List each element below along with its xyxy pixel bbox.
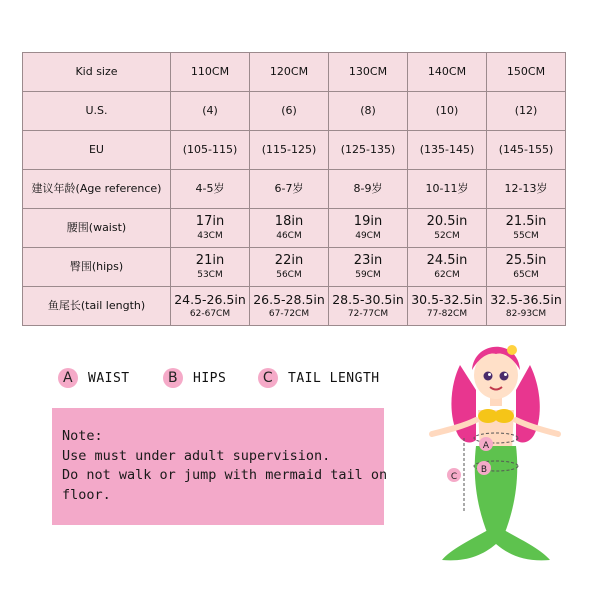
note-line: Use must under adult supervision. bbox=[62, 447, 331, 464]
row-eu bbox=[23, 131, 566, 170]
cell-value: (4) bbox=[171, 92, 250, 131]
note-line: floor. bbox=[62, 486, 111, 503]
measure-cm: 46CM bbox=[276, 230, 302, 241]
measure-cm: 77-82CM bbox=[426, 308, 468, 319]
cell-measure bbox=[171, 209, 250, 248]
measure-inches: 23in bbox=[353, 252, 383, 268]
cell-measure bbox=[487, 248, 566, 287]
row-tail-length bbox=[23, 287, 566, 326]
mermaid-tail bbox=[475, 446, 518, 535]
cell-measure bbox=[171, 287, 250, 326]
measure-inches: 25.5in bbox=[505, 252, 547, 268]
measure-inches: 21.5in bbox=[505, 213, 547, 229]
cell-value: (6) bbox=[250, 92, 329, 131]
legend-badge-c: C bbox=[258, 368, 278, 388]
measure-cm: 43CM bbox=[197, 230, 223, 241]
measure-cm: 62-67CM bbox=[189, 308, 231, 319]
size-chart-table bbox=[22, 52, 566, 326]
note-line: Do not walk or jump with mermaid tail on bbox=[62, 467, 388, 483]
cell-label: EU bbox=[23, 131, 171, 170]
cell-label: 臀围(hips) bbox=[23, 248, 171, 287]
tail-fin bbox=[442, 530, 550, 560]
measure-inches: 24.5in bbox=[426, 252, 468, 268]
measure-inches: 26.5-28.5in bbox=[253, 292, 325, 308]
row-age bbox=[23, 170, 566, 209]
cell-value: (135-145) bbox=[408, 131, 487, 170]
eye-right-shine bbox=[504, 373, 507, 376]
cell-measure bbox=[408, 287, 487, 326]
measure-inches: 22in bbox=[274, 252, 304, 268]
cell-value: 10-11岁 bbox=[408, 170, 487, 209]
cell-measure bbox=[250, 209, 329, 248]
cell-label: 鱼尾长(tail length) bbox=[23, 287, 171, 326]
label-b: B bbox=[480, 465, 488, 475]
label-a: A bbox=[482, 441, 490, 451]
legend-tail-length bbox=[258, 368, 380, 388]
measure-cm: 72-77CM bbox=[347, 308, 389, 319]
cell-value: (115-125) bbox=[250, 131, 329, 170]
cell-measure bbox=[408, 209, 487, 248]
cell-measure bbox=[487, 287, 566, 326]
cell-value: (10) bbox=[408, 92, 487, 131]
measure-cm: 55CM bbox=[513, 230, 539, 241]
cell-value: (8) bbox=[329, 92, 408, 131]
measure-inches: 21in bbox=[195, 252, 225, 268]
measure-inches: 18in bbox=[274, 213, 304, 229]
cell-value: 4-5岁 bbox=[171, 170, 250, 209]
eye-left bbox=[484, 372, 493, 381]
row-kid-size bbox=[23, 53, 566, 92]
hair-flower bbox=[507, 345, 517, 355]
cell-size: 110CM bbox=[171, 53, 250, 92]
cell-value: (145-155) bbox=[487, 131, 566, 170]
measure-inches: 28.5-30.5in bbox=[332, 292, 404, 308]
cell-size: 150CM bbox=[487, 53, 566, 92]
cell-value: 6-7岁 bbox=[250, 170, 329, 209]
cell-value: 12-13岁 bbox=[487, 170, 566, 209]
mermaid-illustration bbox=[420, 330, 570, 570]
measure-cm: 65CM bbox=[513, 269, 539, 280]
measure-inches: 20.5in bbox=[426, 213, 468, 229]
cell-label: 腰围(waist) bbox=[23, 209, 171, 248]
cell-measure bbox=[250, 248, 329, 287]
measure-cm: 49CM bbox=[355, 230, 381, 241]
row-waist bbox=[23, 209, 566, 248]
cell-label: 建议年龄(Age reference) bbox=[23, 170, 171, 209]
legend-label: TAIL LENGTH bbox=[288, 370, 380, 386]
cell-value: (125-135) bbox=[329, 131, 408, 170]
measure-inches: 32.5-36.5in bbox=[490, 292, 562, 308]
cell-label: Kid size bbox=[23, 53, 171, 92]
label-c: C bbox=[450, 472, 458, 482]
legend-label: HIPS bbox=[193, 370, 227, 386]
cell-size: 120CM bbox=[250, 53, 329, 92]
hair-back bbox=[451, 365, 476, 442]
measure-cm: 67-72CM bbox=[268, 308, 310, 319]
measure-cm: 62CM bbox=[434, 269, 460, 280]
measure-inches: 30.5-32.5in bbox=[411, 292, 483, 308]
cell-value: 8-9岁 bbox=[329, 170, 408, 209]
note-box bbox=[52, 408, 388, 525]
legend-badge-b: B bbox=[163, 368, 183, 388]
cell-measure bbox=[408, 248, 487, 287]
cell-label: U.S. bbox=[23, 92, 171, 131]
cell-measure bbox=[250, 287, 329, 326]
cell-value: (105-115) bbox=[171, 131, 250, 170]
cell-size: 140CM bbox=[408, 53, 487, 92]
row-us bbox=[23, 92, 566, 131]
measure-inches: 19in bbox=[353, 213, 383, 229]
cell-measure bbox=[171, 248, 250, 287]
cell-value: (12) bbox=[487, 92, 566, 131]
bikini-top-right bbox=[494, 409, 514, 423]
eye-left-shine bbox=[488, 373, 491, 376]
measure-inches: 24.5-26.5in bbox=[174, 292, 246, 308]
cell-measure bbox=[329, 287, 408, 326]
measure-cm: 53CM bbox=[197, 269, 223, 280]
measure-cm: 52CM bbox=[434, 230, 460, 241]
measure-cm: 82-93CM bbox=[505, 308, 547, 319]
legend-waist bbox=[58, 368, 130, 388]
cell-measure bbox=[329, 248, 408, 287]
legend-badge-a: A bbox=[58, 368, 78, 388]
cell-size: 130CM bbox=[329, 53, 408, 92]
legend-hips bbox=[163, 368, 226, 388]
measure-inches: 17in bbox=[195, 213, 225, 229]
row-hips bbox=[23, 248, 566, 287]
note-title: Note: bbox=[62, 428, 103, 444]
cell-measure bbox=[329, 209, 408, 248]
measure-cm: 59CM bbox=[355, 269, 381, 280]
eye-right bbox=[500, 372, 509, 381]
measure-cm: 56CM bbox=[276, 269, 302, 280]
cell-measure bbox=[487, 209, 566, 248]
legend-label: WAIST bbox=[88, 370, 130, 386]
